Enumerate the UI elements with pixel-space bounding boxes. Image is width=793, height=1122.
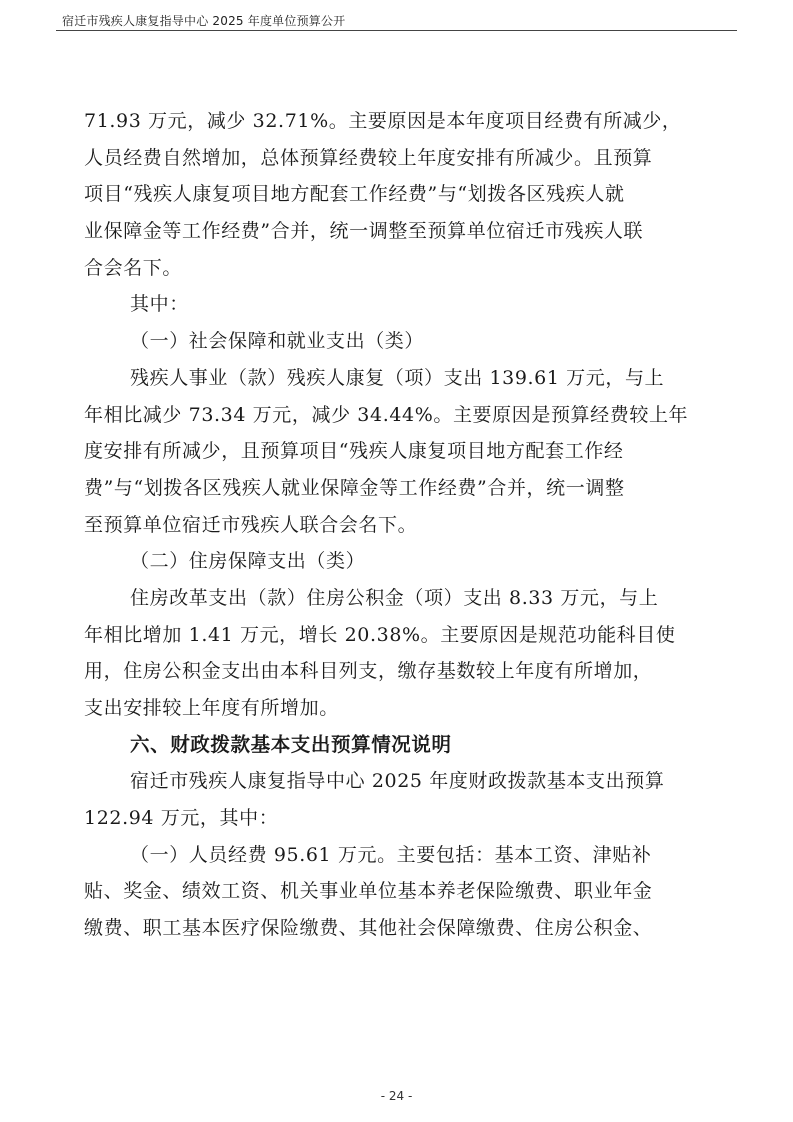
text-line: 122.94 万元，其中： bbox=[84, 807, 279, 830]
text-line: 用，住房公积金支出由本科目列支，缴存基数较上年度有所增加， bbox=[84, 660, 653, 683]
text-line: 人员经费自然增加，总体预算经费较上年度安排有所减少。且预算 bbox=[84, 146, 653, 169]
header-divider bbox=[56, 30, 737, 31]
section-heading: 六、财政拨款基本支出预算情况说明 bbox=[130, 732, 452, 756]
text-line: 项目“残疾人康复项目地方配套工作经费”与“划拨各区残疾人就 bbox=[84, 183, 625, 206]
text-line: （一）人员经费 95.61 万元。主要包括：基本工资、津贴补 bbox=[130, 843, 652, 866]
page-header: 宿迁市残疾人康复指导中心 2025 年度单位预算公开 bbox=[62, 14, 346, 28]
text-line: 住房改革支出（款）住房公积金（项）支出 8.33 万元，与上 bbox=[130, 586, 659, 609]
text-line: 其中： bbox=[130, 293, 189, 316]
text-line: 度安排有所减少，且预算项目“残疾人康复项目地方配套工作经 bbox=[84, 440, 624, 463]
document-body bbox=[84, 103, 714, 947]
text-line: 71.93 万元，减少 32.71%。主要原因是本年度项目经费有所减少， bbox=[84, 110, 682, 132]
text-line: 支出安排较上年度有所增加。 bbox=[84, 697, 339, 719]
text-line: （一）社会保障和就业支出（类） bbox=[130, 330, 425, 353]
text-line: 宿迁市残疾人康复指导中心 2025 年度财政拨款基本支出预算 bbox=[130, 770, 665, 793]
text-line: 费”与“划拨各区残疾人就业保障金等工作经费”合并，统一调整 bbox=[84, 476, 625, 499]
text-line: 年相比增加 1.41 万元，增长 20.38%。主要原因是规范功能科目使 bbox=[84, 623, 676, 646]
text-line: 残疾人事业（款）残疾人康复（项）支出 139.61 万元，与上 bbox=[130, 366, 665, 389]
text-line: 合会名下。 bbox=[84, 256, 183, 279]
text-line: 缴费、职工基本医疗保险缴费、其他社会保障缴费、住房公积金、 bbox=[84, 917, 653, 940]
text-line: 业保障金等工作经费”合并，统一调整至预算单位宿迁市残疾人联 bbox=[84, 220, 644, 243]
page-number: - 24 - bbox=[380, 1089, 413, 1103]
text-line: 年相比减少 73.34 万元，减少 34.44%。主要原因是预算经费较上年 bbox=[84, 403, 689, 426]
text-line: 贴、奖金、绩效工资、机关事业单位基本养老保险缴费、职业年金 bbox=[84, 880, 653, 903]
text-line: （二）住房保障支出（类） bbox=[130, 550, 366, 573]
text-line: 至预算单位宿迁市残疾人联合会名下。 bbox=[84, 513, 418, 536]
